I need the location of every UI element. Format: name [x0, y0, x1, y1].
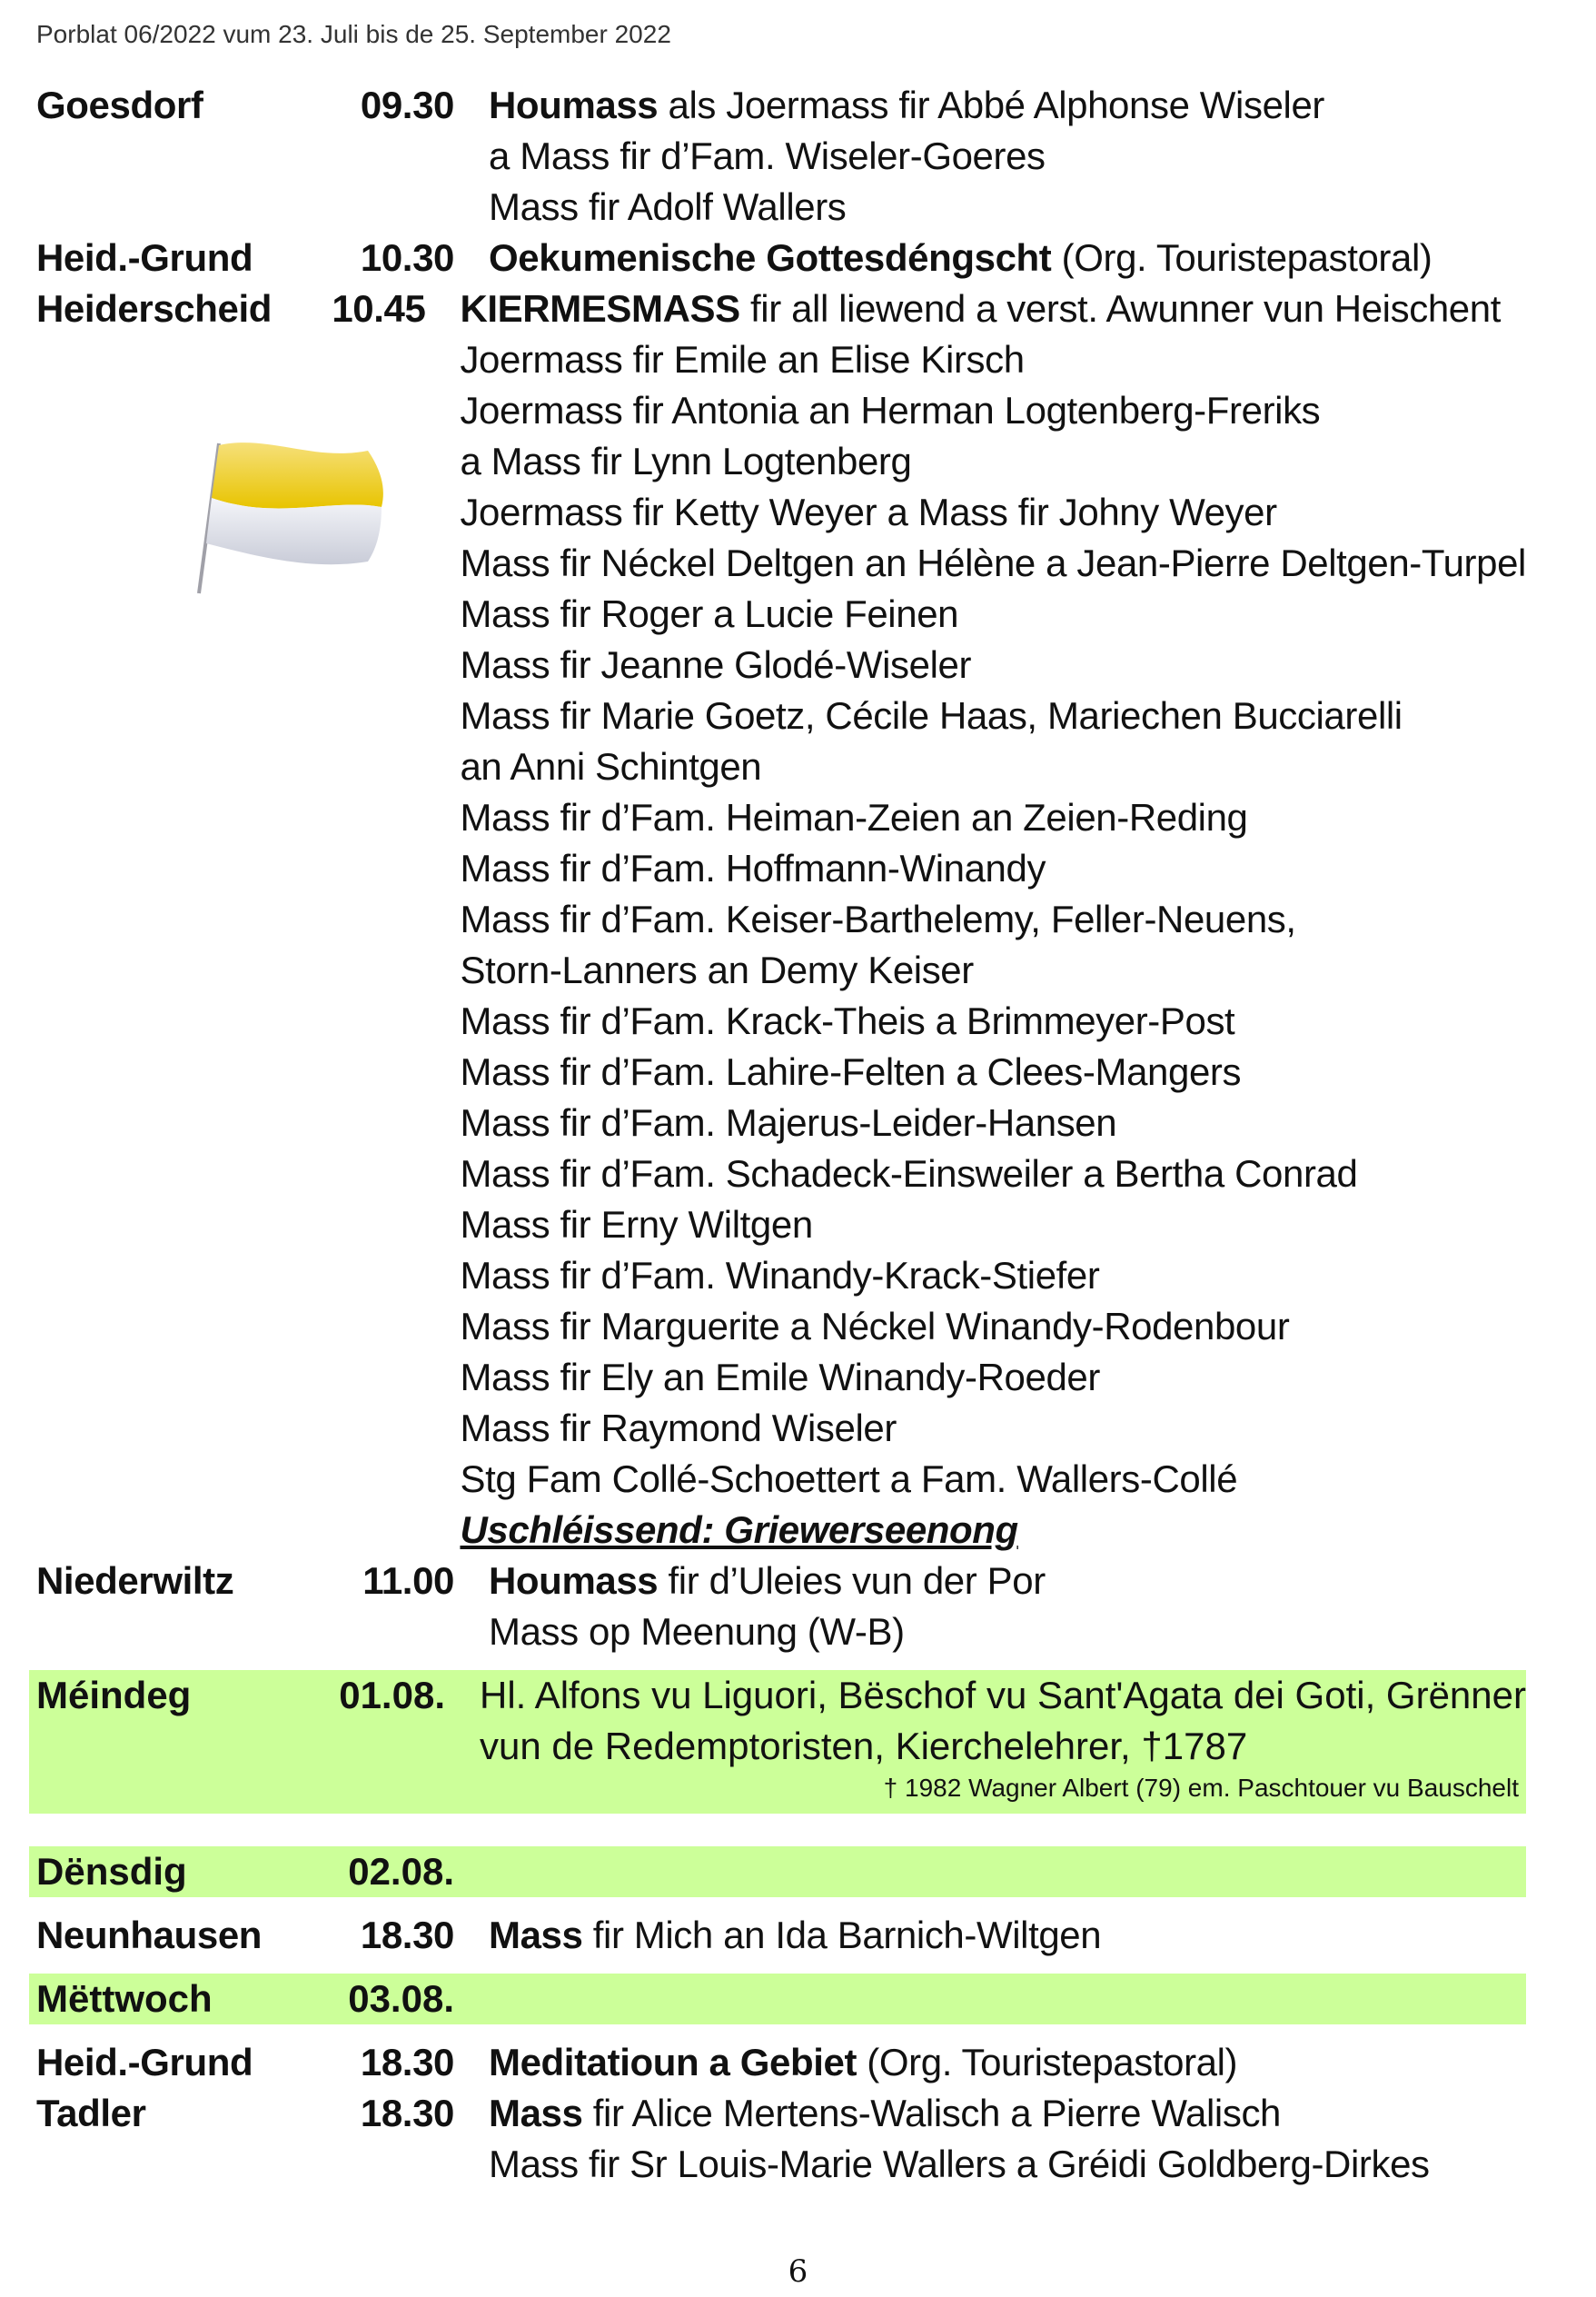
- entry-lines: [460, 283, 1526, 1556]
- entry-place: Goesdorf: [36, 84, 203, 126]
- schedule-entry: [29, 233, 1526, 283]
- schedule-entry: [29, 80, 1526, 233]
- schedule-entry: [29, 1556, 1526, 1657]
- feast-line: Hl. Alfons vu Liguori, Bëschof vu Sant'Agata dei Goti, Grënner: [480, 1674, 1526, 1716]
- page-number: 6: [788, 2253, 808, 2290]
- entry-lines: [489, 2037, 1526, 2088]
- day-bar-mettwoch: [29, 1974, 1526, 2024]
- entry-place: Heid.-Grund: [36, 2041, 253, 2083]
- entry-subline: Uschléissend: Griewerseenong: [460, 1508, 1018, 1551]
- entry-line: a Mass fir Lynn Logtenberg: [460, 440, 912, 482]
- schedule-entry: [29, 2037, 1526, 2088]
- entry-time: 18.30: [360, 1914, 454, 1956]
- entry-place: Neunhausen: [36, 1914, 263, 1956]
- entry-line: Houmass fir d’Uleies vun der Por: [489, 1559, 1046, 1602]
- entry-line: Mass fir Sr Louis-Marie Wallers a Gréidi Goldberg-Dirkes: [489, 2143, 1430, 2185]
- entry-line: Oekumenische Gottesdéngscht (Org. Touristepastoral): [489, 236, 1432, 279]
- entry-lines: [489, 80, 1526, 233]
- entry-place: Heid.-Grund: [36, 236, 253, 279]
- entry-line: Mass fir Erny Wiltgen: [460, 1203, 813, 1246]
- entry-time: 10.45: [332, 287, 426, 330]
- day-bar-densdig: [29, 1846, 1526, 1897]
- feast-line: vun de Redemptoristen, Kierchelehrer, †1787: [480, 1725, 1248, 1767]
- entry-line: Houmass als Joermass fir Abbé Alphonse Wiseler: [489, 84, 1325, 126]
- entry-line: Mass fir Alice Mertens-Walisch a Pierre Walisch: [489, 2092, 1282, 2134]
- entry-place: Niederwiltz: [36, 1559, 234, 1602]
- schedule: [29, 80, 1526, 2190]
- entry-time: 11.00: [362, 1559, 454, 1602]
- entry-line: Mass fir d’Fam. Heiman-Zeien an Zeien-Reding: [460, 796, 1248, 839]
- entry-line: Mass fir Raymond Wiseler: [460, 1407, 897, 1449]
- entry-lines: [489, 1556, 1526, 1657]
- entry-line: Mass fir d’Fam. Majerus-Leider-Hansen: [460, 1101, 1117, 1144]
- entry-line: Mass op Meenung (W-B): [489, 1610, 905, 1653]
- day-name: Méindeg: [36, 1674, 192, 1716]
- day-bar-meindeg: [29, 1670, 1526, 1814]
- page-header: Porblat 06/2022 vum 23. Juli bis de 25. September 2022: [36, 20, 671, 48]
- entry-line: Joermass fir Emile an Elise Kirsch: [460, 338, 1025, 381]
- entry-lines: [489, 1910, 1526, 1961]
- feast-description: [480, 1670, 1526, 1805]
- papal-flag-icon: [186, 434, 404, 598]
- entry-line: Mass fir Ely an Emile Winandy-Roeder: [460, 1356, 1100, 1398]
- entry-line: Mass fir Roger a Lucie Feinen: [460, 592, 959, 635]
- entry-line: Joermass fir Antonia an Herman Logtenberg-Freriks: [460, 389, 1321, 432]
- entry-line: KIERMESMASS fir all liewend a verst. Awunner vun Heischent: [460, 287, 1501, 330]
- entry-neunhausen: [29, 1910, 1526, 1961]
- day-name: Dënsdig: [36, 1850, 187, 1893]
- entry-line: Stg Fam Collé-Schoettert a Fam. Wallers-Collé: [460, 1457, 1238, 1500]
- entry-line: Joermass fir Ketty Weyer a Mass fir Johny Weyer: [460, 491, 1277, 533]
- schedule-entry: [29, 2088, 1526, 2190]
- entry-line: Mass fir Jeanne Glodé-Wiseler: [460, 643, 972, 686]
- day-date: 01.08.: [339, 1674, 445, 1716]
- entry-lines: [489, 233, 1526, 283]
- sunday-entries: [29, 80, 1526, 1657]
- entry-lines: [489, 2088, 1526, 2190]
- entry-line: Mass fir Adolf Wallers: [489, 185, 847, 228]
- entry-line: Storn-Lanners an Demy Keiser: [460, 949, 974, 991]
- entry-line: Mass fir d’Fam. Krack-Theis a Brimmeyer-Post: [460, 999, 1235, 1042]
- entry-time: 10.30: [360, 236, 454, 279]
- entry-line: Mass fir d’Fam. Keiser-Barthelemy, Feller-Neuens,: [460, 898, 1296, 940]
- obituary-note: † 1982 Wagner Albert (79) em. Paschtouer vu Bauschelt: [883, 1774, 1519, 1802]
- day-name: Mëttwoch: [36, 1977, 213, 2020]
- entry-line: Mass fir d’Fam. Hoffmann-Winandy: [460, 847, 1046, 890]
- entry-line: Mass fir Marie Goetz, Cécile Haas, Mariechen Bucciarelli: [460, 694, 1403, 737]
- entry-time: 18.30: [360, 2092, 454, 2134]
- entry-line: a Mass fir d’Fam. Wiseler-Goeres: [489, 134, 1046, 177]
- entry-line: an Anni Schintgen: [460, 745, 762, 788]
- entry-line: Mass fir Mich an Ida Barnich-Wiltgen: [489, 1914, 1102, 1956]
- entry-time: 18.30: [360, 2041, 454, 2083]
- entry-place: Heiderscheid: [36, 287, 272, 330]
- day-date: 03.08.: [348, 1977, 454, 2020]
- day-date: 02.08.: [348, 1850, 454, 1893]
- entry-line: Meditatioun a Gebiet (Org. Touristepastoral): [489, 2041, 1238, 2083]
- entry-line: Mass fir Néckel Deltgen an Hélène a Jean-Pierre Deltgen-Turpel: [460, 542, 1526, 584]
- entry-line: Mass fir d’Fam. Schadeck-Einsweiler a Bertha Conrad: [460, 1152, 1358, 1195]
- entry-line: Mass fir Marguerite a Néckel Winandy-Rodenbour: [460, 1305, 1290, 1347]
- entry-line: Mass fir d’Fam. Lahire-Felten a Clees-Mangers: [460, 1050, 1242, 1093]
- entry-time: 09.30: [360, 84, 454, 126]
- entry-line: Mass fir d’Fam. Winandy-Krack-Stiefer: [460, 1254, 1100, 1297]
- entry-place: Tadler: [36, 2092, 146, 2134]
- wednesday-entries: [29, 2037, 1526, 2190]
